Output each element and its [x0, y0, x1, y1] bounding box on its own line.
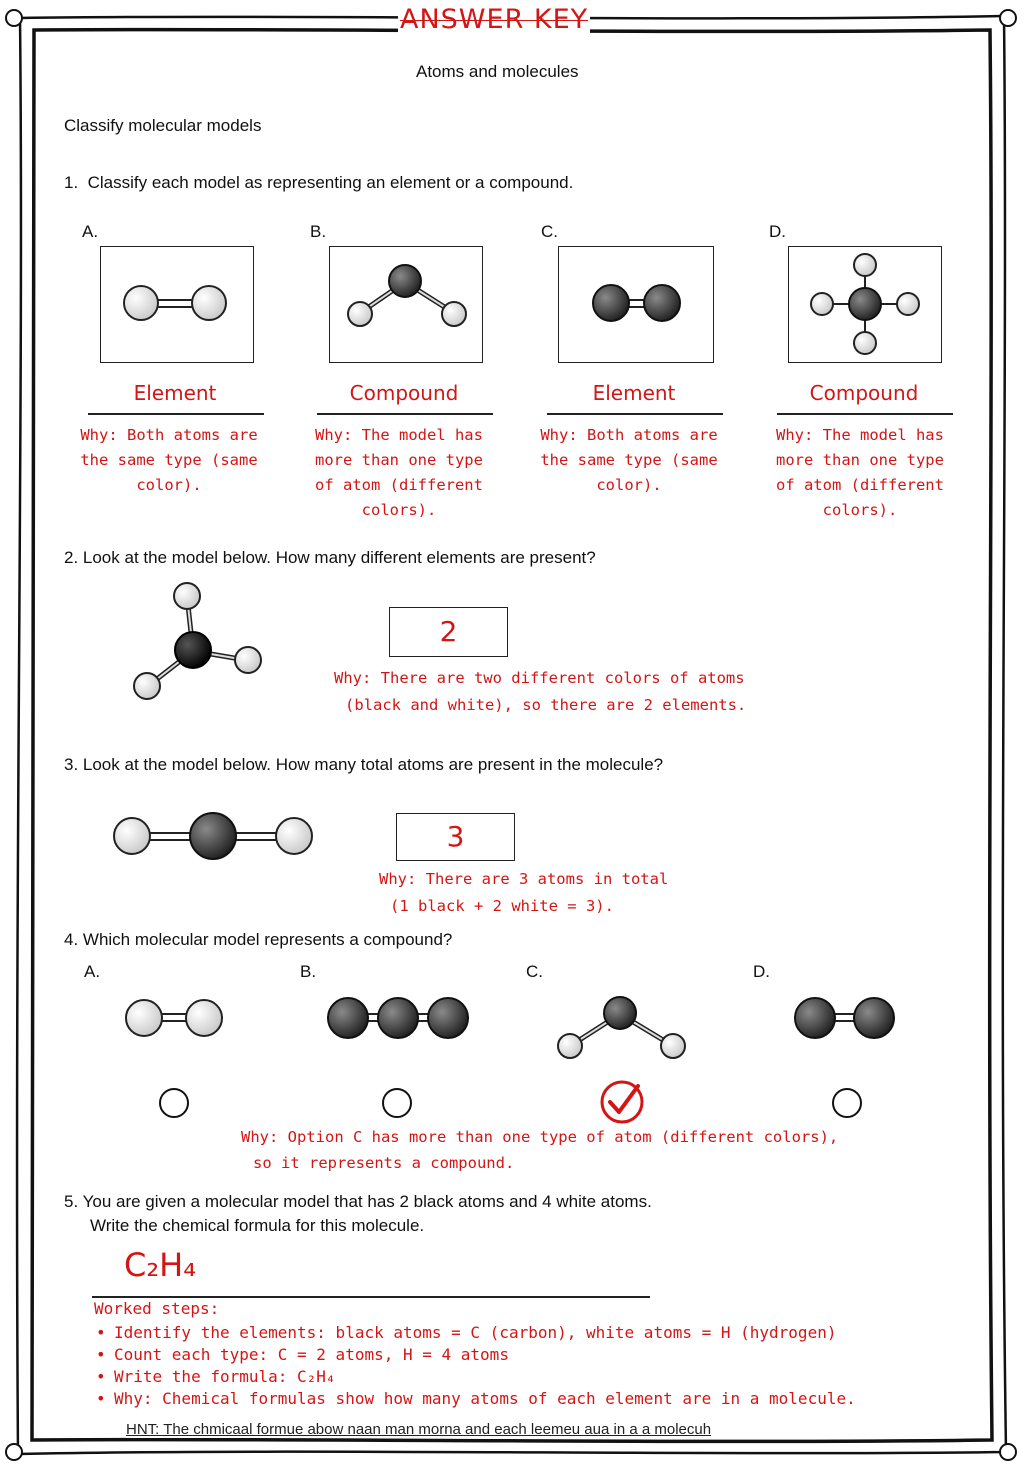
- q1-why-a: Why: Both atoms are the same type (same color).: [80, 426, 258, 494]
- q1-letter-a: A.: [82, 222, 99, 241]
- q1-answer-line-c: [547, 413, 723, 415]
- q5-step: • Count each type: C = 2 atoms, H = 4 atoms: [94, 1344, 856, 1366]
- q4-radio-a[interactable]: [159, 1088, 189, 1118]
- q5-answer-line: [92, 1296, 650, 1298]
- question-3-prompt: 3. Look at the model below. How many total atoms are present in the molecule?: [64, 755, 664, 774]
- q1-letter-c: C.: [541, 222, 558, 241]
- q2-why-line-2: (black and white), so there are 2 elements.: [345, 696, 747, 714]
- q1-answer-line-d: [777, 413, 953, 415]
- question-2-prompt: 2. Look at the model below. How many different elements are present?: [64, 548, 596, 567]
- q4-why-line-1: Why: Option C has more than one type of atom (different colors),: [241, 1128, 839, 1146]
- q4-letter-d: D.: [753, 962, 770, 981]
- q4-letter-b: B.: [300, 962, 317, 981]
- question-5-prompt-line-1: 5. You are given a molecular model that has 2 black atoms and 4 white atoms.: [64, 1192, 652, 1211]
- page-title: Atoms and molecules: [416, 62, 579, 81]
- q1-letter-d: D.: [769, 222, 786, 241]
- diatomic-white-molecule: [101, 247, 253, 362]
- q4-why-line-2: so it represents a compound.: [253, 1154, 515, 1172]
- q5-formula-answer: C₂H₄: [124, 1246, 197, 1284]
- q3-molecule: [108, 808, 318, 864]
- q3-why-line-2: (1 black + 2 white = 3).: [390, 897, 614, 915]
- question-1-prompt: 1. Classify each model as representing an element or a compound.: [64, 173, 574, 192]
- q1-model-d-box: [788, 246, 942, 363]
- q1-answer-c: Element: [592, 381, 676, 405]
- hint-text: HNT: The chmicaal formue abow naan man morna and each leemeu aua in a a molecuh: [126, 1421, 712, 1438]
- q4-model-b: [318, 994, 478, 1042]
- q1-answer-b: Compound: [349, 381, 459, 405]
- q5-step: • Why: Chemical formulas show how many atoms of each element are in a molecule.: [94, 1388, 856, 1410]
- question-5-prompt-line-2: Write the chemical formula for this molecule.: [90, 1216, 425, 1235]
- q1-answer-line-a: [88, 413, 264, 415]
- diatomic-black-molecule: [559, 247, 713, 362]
- q1-letter-b: B.: [310, 222, 327, 241]
- q5-step: • Write the formula: C₂H₄: [94, 1366, 856, 1388]
- q4-model-d: [788, 994, 903, 1042]
- checkmark-icon: [610, 1086, 638, 1112]
- question-4-prompt: 4. Which molecular model represents a compound?: [64, 930, 453, 949]
- q1-model-c-box: [558, 246, 714, 363]
- tetrahedral-molecule: [789, 247, 941, 362]
- q3-answer: 3: [446, 820, 465, 853]
- q4-radio-c-checked[interactable]: [598, 1078, 646, 1126]
- q5-step: • Identify the elements: black atoms = C (carbon), white atoms = H (hydrogen): [94, 1322, 856, 1344]
- section-heading: Classify molecular models: [64, 116, 262, 135]
- q2-why-line-1: Why: There are two different colors of atoms: [334, 669, 745, 687]
- q2-answer-box: [389, 607, 508, 657]
- q3-why-line-1: Why: There are 3 atoms in total: [379, 870, 669, 888]
- q1-answer-line-b: [317, 413, 493, 415]
- q4-model-a: [116, 994, 231, 1042]
- q5-steps-title: Worked steps:: [94, 1299, 220, 1318]
- q1-model-a-box: [100, 246, 254, 363]
- q4-model-c: [548, 990, 698, 1065]
- q5-steps-list: [94, 1322, 856, 1410]
- q1-why-d: Why: The model has more than one type of atom (different colors).: [776, 426, 944, 519]
- q2-molecule: [120, 580, 280, 705]
- q2-answer: 2: [439, 615, 458, 648]
- q1-why-b: Why: The model has more than one type of atom (different colors).: [315, 426, 483, 519]
- q4-letter-a: A.: [84, 962, 101, 981]
- answer-key-title: ANSWER KEY: [400, 4, 589, 35]
- q1-answer-a: Element: [133, 381, 217, 405]
- q4-radio-b[interactable]: [382, 1088, 412, 1118]
- bent-molecule: [330, 247, 482, 362]
- q3-answer-box: [396, 813, 515, 861]
- q1-why-c: Why: Both atoms are the same type (same color).: [540, 426, 718, 494]
- q4-radio-d[interactable]: [832, 1088, 862, 1118]
- q4-letter-c: C.: [526, 962, 543, 981]
- q1-answer-d: Compound: [809, 381, 919, 405]
- q1-model-b-box: [329, 246, 483, 363]
